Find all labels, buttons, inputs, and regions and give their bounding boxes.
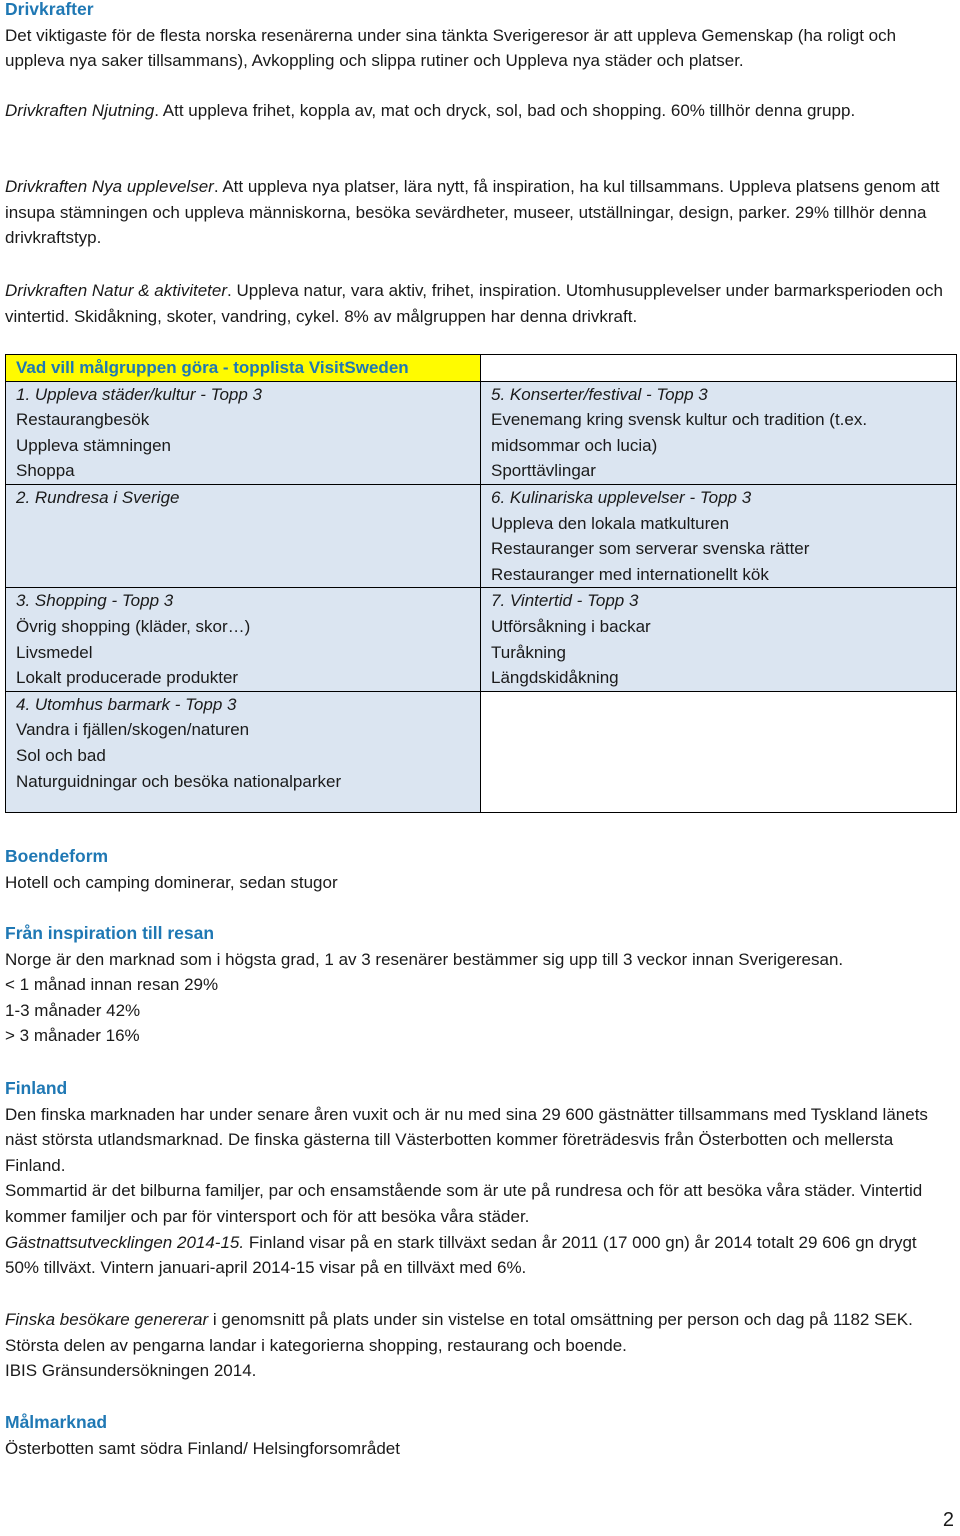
table-header-empty [481,355,957,382]
inspiration-line: < 1 månad innan resan 29% [5,975,219,995]
natur-paragraph [5,278,950,329]
cell-item: Uppleva stämningen [16,435,171,455]
table-cell-right [481,381,957,484]
malmarknad-section [5,1410,950,1461]
malmarknad-text: Österbotten samt södra Finland/ Helsingforsområdet [5,1438,400,1458]
finland-heading: Finland [5,1078,68,1098]
inspiration-line: > 3 månader 16% [5,1026,140,1046]
cell-item: Naturguidningar och besöka nationalparker [16,771,342,791]
cell-item: Uppleva den lokala matkulturen [491,513,730,533]
nya-title: Drivkraften Nya upplevelser [5,177,214,196]
njutning-paragraph [5,98,950,124]
table-row [6,588,957,691]
cell-item: Livsmedel [16,642,93,662]
cell-item: Utförsåkning i backar [491,616,651,636]
table-row [6,381,957,484]
njutning-text: . Att uppleva frihet, koppla av, mat och dryck, sol, bad och shopping. 60% tillhör denna grupp. [154,101,856,120]
finland-spending [5,1307,950,1384]
finland-source: IBIS Gränsundersökningen 2014. [5,1361,257,1381]
finland-p1: Den finska marknaden har under senare åren vuxit och är nu med sina 29 600 gästnätter tillsammans med Tyskland länets näst största utlandsmarknad. De finska gästerna till Västerbotten kommer företrädesvis från Österbotten och mellersta Finland. [5,1104,928,1175]
table-row [6,484,957,587]
cell-item: Restaurangbesök [16,410,150,430]
cell-item: Shoppa [16,461,75,481]
cell-title: 1. Uppleva städer/kultur - Topp 3 [16,384,263,404]
cell-item: Restauranger med internationellt kök [491,564,769,584]
drivkrafter-section [5,0,950,74]
table-cell-left [6,484,481,587]
cell-item: Övrig shopping (kläder, skor…) [16,616,251,636]
cell-title: 4. Utomhus barmark - Topp 3 [16,694,237,714]
malmarknad-heading: Målmarknad [5,1412,108,1432]
cell-item: Längdskidåkning [491,668,619,688]
cell-item: Sol och bad [16,745,106,765]
boendeform-text: Hotell och camping dominerar, sedan stugor [5,872,338,892]
finland-p4-title: Finska besökare genererar [5,1310,209,1329]
inspiration-heading: Från inspiration till resan [5,923,215,943]
finland-p2: Sommartid är det bilburna familjer, par och ensamstående som är ute på rundresa och för att besöka våra städer. Vintertid kommer familjer och par för vintersport och för att besöka våra städer. [5,1181,923,1226]
table-cell-right-empty [481,691,957,812]
njutning-title: Drivkraften Njutning [5,101,155,120]
inspiration-section [5,921,950,1049]
finland-p3-title: Gästnattsutvecklingen 2014-15. [5,1232,245,1252]
table-cell-right [481,484,957,587]
cell-item: Restauranger som serverar svenska rätter [491,539,810,559]
table-row [6,691,957,812]
cell-title: 3. Shopping - Topp 3 [16,591,174,611]
finland-p3-text: Finland visar på en stark tillväxt sedan år 2011 (17 000 gn) år 2014 totalt 29 606 gn drygt 50% tillväxt. Vintern januari-april 2014-15 visar på en tillväxt med 6%. [5,1232,917,1278]
inspiration-line: 1-3 månader 42% [5,1000,141,1020]
cell-item: midsommar och lucia) [491,435,658,455]
page-number: 2 [942,1509,954,1532]
inspiration-text: Norge är den marknad som i högsta grad, 1 av 3 resenärer bestämmer sig upp till 3 veckor innan Sverigeresan. [5,949,844,969]
drivkrafter-heading: Drivkrafter [5,0,94,19]
nya-upplevelser-paragraph [5,174,950,251]
cell-title: 7. Vintertid - Topp 3 [491,591,639,611]
table-header: Vad vill målgruppen göra - topplista VisitSweden [6,355,481,382]
finland-section [5,1076,950,1281]
cell-item: Vandra i fjällen/skogen/naturen [16,720,250,740]
table-cell-right [481,588,957,691]
drivkrafter-intro: Det viktigaste för de flesta norska resenärerna under sina tänkta Sverigeresor är att uppleva Gemenskap (ha roligt och uppleva nya saker tillsammans), Avkoppling och slippa rutiner och Uppleva nya städer och platser. [5,25,897,71]
cell-item: Turåkning [491,642,566,662]
cell-item: Evenemang kring svensk kultur och tradition (t.ex. [491,410,868,430]
boendeform-section [5,844,950,895]
topplista-table [5,354,957,813]
boendeform-heading: Boendeform [5,846,109,866]
cell-item: Sporttävlingar [491,461,596,481]
cell-title: 2. Rundresa i Sverige [16,487,180,507]
table-cell-left [6,381,481,484]
natur-title: Drivkraften Natur & aktiviteter [5,281,228,300]
natur-text: . Uppleva natur, vara aktiv, frihet, inspiration. Utomhusupplevelser under barmarksperioden och vintertid. Skidåkning, skoter, vandring, cykel. 8% av målgruppen har denna drivkraft. [5,281,943,326]
cell-title: 6. Kulinariska upplevelser - Topp 3 [491,487,752,507]
table-cell-left [6,588,481,691]
finland-p4-text: i genomsnitt på plats under sin vistelse en total omsättning per person och dag på 1182 SEK. Största delen av pengarna landar i kategorierna shopping, restaurang och boende. [5,1310,913,1355]
table-cell-left [6,691,481,812]
nya-text: . Att uppleva nya platser, lära nytt, få inspiration, ha kul tillsammans. Uppleva platsens genom att insupa stämningen och uppleva människorna, besöka sevärdheter, museer, utställningar, design, parker. 29% tillhör denna drivkraftstyp. [5,177,940,248]
cell-item: Lokalt producerade produkter [16,668,239,688]
cell-title: 5. Konserter/festival - Topp 3 [491,384,708,404]
